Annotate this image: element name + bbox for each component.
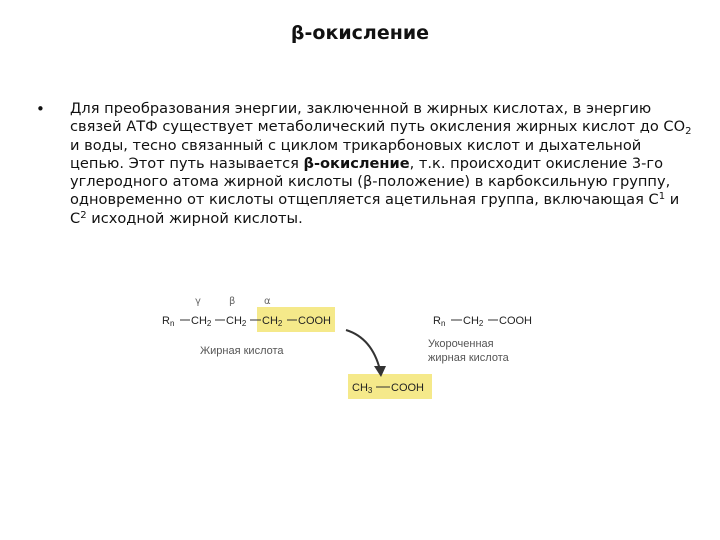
text-part-1: Для преобразования энергии, заключенной в жирных кислотах, в энергию связей АТФ существует метаболический путь окисления жирных кислот до CO bbox=[70, 100, 686, 136]
co2-subscript: 2 bbox=[685, 126, 692, 138]
svg-text:Rn: Rn bbox=[162, 315, 175, 328]
text-part-3: , т.к. происходит окисление 3-го углеродного атома жирной кислоты (β-положение) в карбоксильную группу, одновременно от кислоты отщепляется ацетильная группа, включающая С bbox=[70, 154, 671, 209]
text-part-2: и воды, тесно связанный с циклом трикарбоновых кислот и дыхательной цепью. Этот путь называется bbox=[70, 136, 642, 172]
text-part-5: исходной жирной кислоты. bbox=[86, 209, 303, 227]
gamma-label: γ bbox=[195, 296, 201, 307]
text-part-4: и С bbox=[70, 191, 680, 227]
svg-text:CH3: CH3 bbox=[352, 382, 373, 395]
bullet-marker: • bbox=[36, 100, 45, 118]
beta-oxidation-term: β-окисление bbox=[303, 154, 410, 172]
svg-text:COOH: COOH bbox=[298, 315, 331, 327]
shortened-acid-formula bbox=[433, 315, 532, 328]
svg-text:CH2: CH2 bbox=[226, 315, 247, 328]
svg-text:COOH: COOH bbox=[391, 382, 424, 394]
diagram-svg bbox=[160, 290, 560, 410]
shortened-label-line2: жирная кислота bbox=[428, 352, 509, 364]
c1-superscript: 1 bbox=[658, 191, 666, 203]
fatty-acid-formula bbox=[162, 315, 331, 328]
svg-text:Rn: Rn bbox=[433, 315, 446, 328]
alpha-label: α bbox=[264, 296, 271, 307]
svg-text:CH2: CH2 bbox=[262, 315, 283, 328]
svg-text:COOH: COOH bbox=[499, 315, 532, 327]
beta-oxidation-diagram bbox=[160, 290, 560, 410]
beta-label: β bbox=[229, 296, 236, 307]
bullet-item bbox=[36, 100, 696, 228]
shortened-label-line1: Укороченная bbox=[428, 338, 494, 350]
svg-text:CH2: CH2 bbox=[191, 315, 212, 328]
reaction-arrow bbox=[346, 330, 380, 370]
page-title: β-окисление bbox=[290, 22, 430, 44]
c2-superscript: 2 bbox=[80, 209, 87, 221]
bullet-text bbox=[70, 100, 696, 228]
fatty-acid-label: Жирная кислота bbox=[200, 345, 284, 357]
svg-text:CH2: CH2 bbox=[463, 315, 484, 328]
